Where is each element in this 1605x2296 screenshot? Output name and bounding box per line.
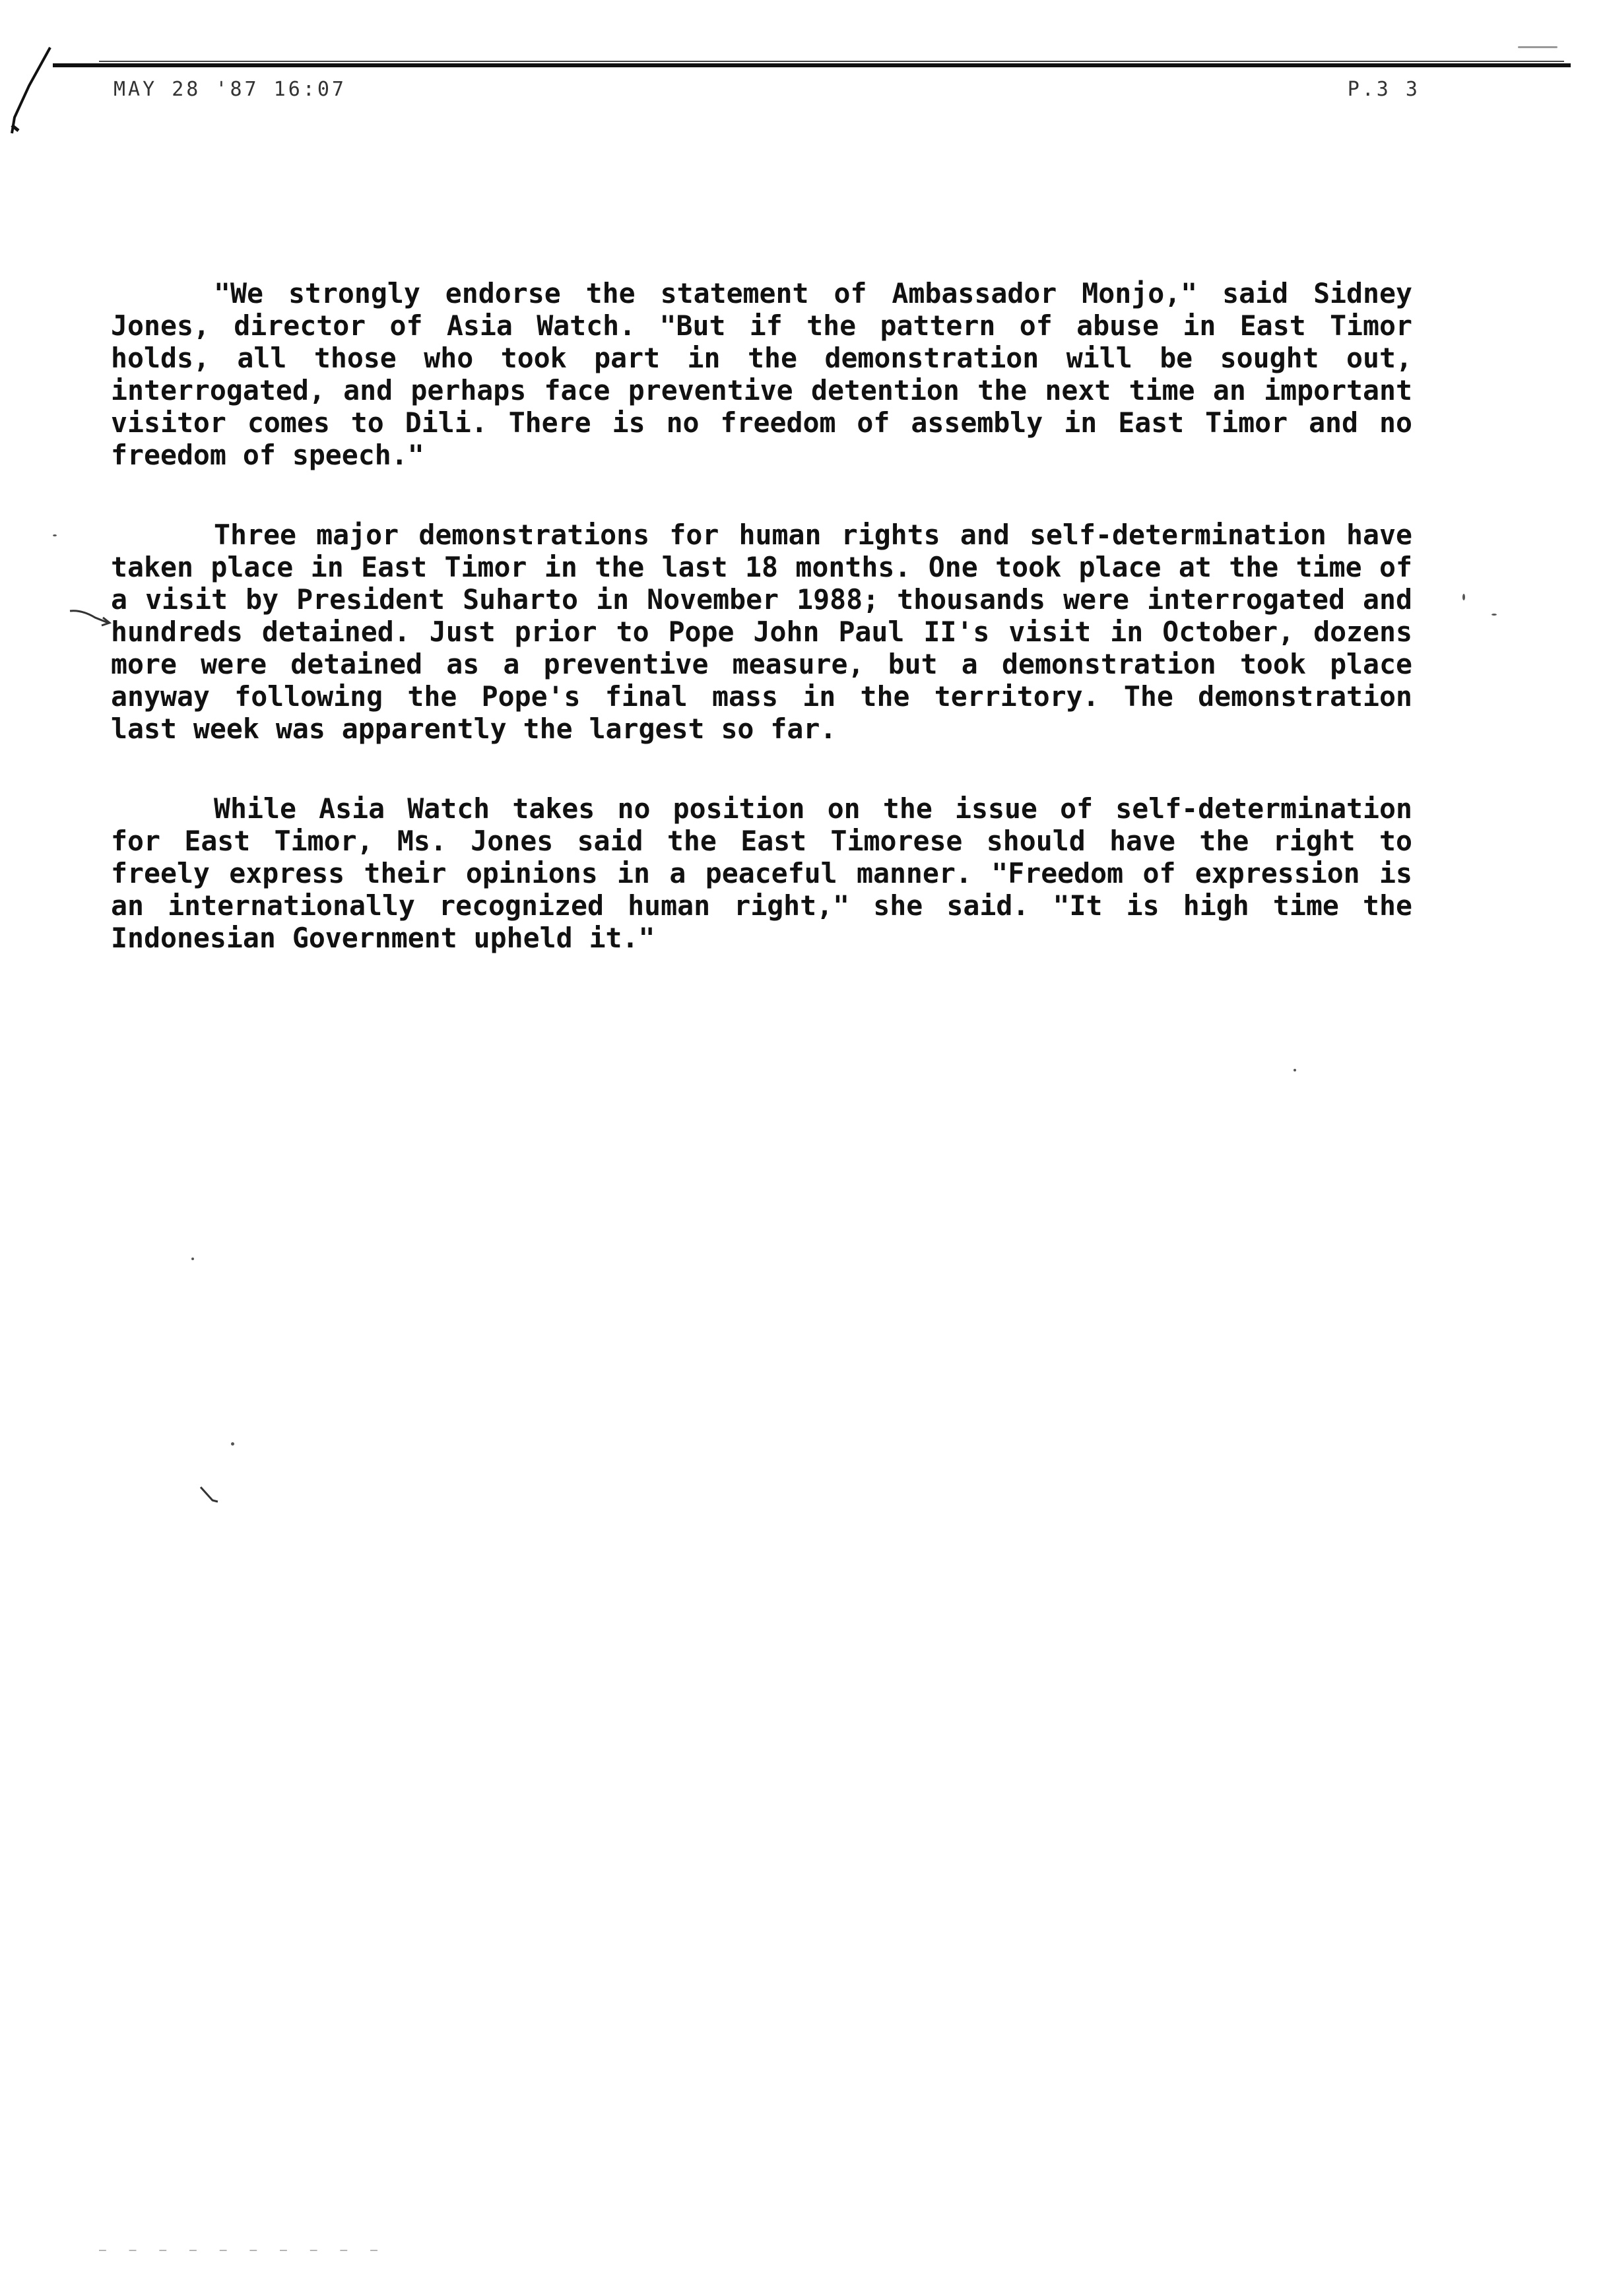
fax-header-rule xyxy=(53,63,1571,67)
margin-arrow-mark xyxy=(69,607,115,627)
scan-speck xyxy=(231,1442,234,1446)
fax-page-marker: P.3 3 xyxy=(1347,78,1420,101)
paragraph-2: Three major demonstrations for human rights and self-determination have taken place in East Timor in the last 18 months. One took place at the time of a visit by President Suharto in November 1988; thousands were interrogated and hundreds detained. Just prior to Pope John Paul II's visit in October, dozens more were detained as a preventive measure, but a demonstration took place anyway following the Pope's final mass in the territory. The demonstration last week was apparently the largest so far. xyxy=(111,519,1412,745)
scan-speck xyxy=(1491,614,1497,616)
scan-speck xyxy=(1294,1069,1296,1071)
scan-speck xyxy=(191,1258,194,1260)
bottom-scan-noise: — — — — — — — — — — xyxy=(99,2243,385,2257)
document-body xyxy=(111,277,1412,1002)
corner-scan-mark xyxy=(9,46,55,139)
fax-header-rule-thin xyxy=(99,61,1564,62)
scan-speck xyxy=(53,534,57,536)
stray-pen-tick xyxy=(198,1484,224,1511)
scan-speck xyxy=(1462,594,1465,600)
scan-speck xyxy=(1518,46,1557,48)
fax-datetime: MAY 28 '87 16:07 xyxy=(114,78,346,101)
paragraph-3: While Asia Watch takes no position on the issue of self-determination for East Timor, Ms. Jones said the East Timorese should have the right to freely express their opinions in a peaceful manner. "Freedom of expression is an internationally recognized human right," she said. "It is high time the Indonesian Government upheld it." xyxy=(111,792,1412,954)
paragraph-1: "We strongly endorse the statement of Ambassador Monjo," said Sidney Jones, director of Asia Watch. "But if the pattern of abuse in East Timor holds, all those who took part in the demonstration will be sought out, interrogated, and perhaps face preventive detention the next time an important visitor comes to Dili. There is no freedom of assembly in East Timor and no freedom of speech." xyxy=(111,277,1412,471)
